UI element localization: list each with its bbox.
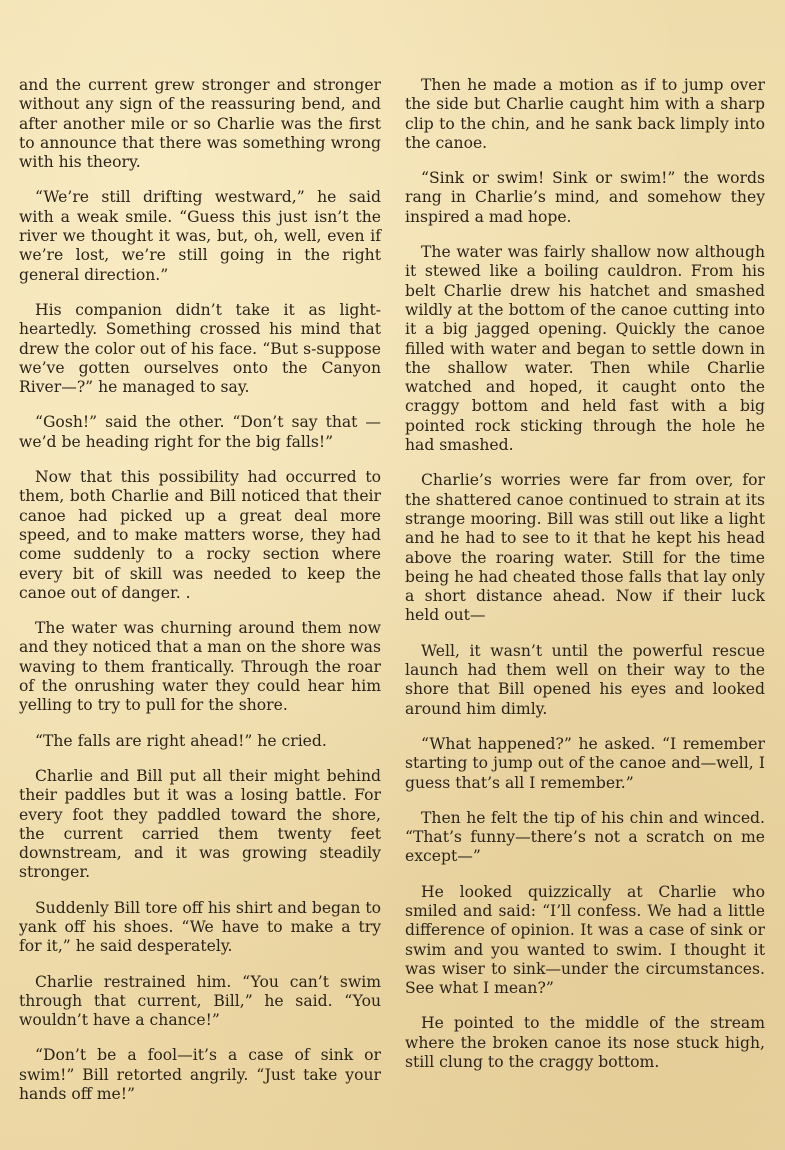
paragraph: “What happened?” he asked. “I remember starting to jump out of the canoe and—well, I guess that’s all I remember.” — [405, 734, 765, 792]
right-column — [405, 76, 765, 1072]
paragraph: “Don’t be a fool—it’s a case of sink or swim!” Bill retorted angrily. “Just take your hands off me!” — [19, 1046, 381, 1104]
paragraph: Charlie and Bill put all their might behind their paddles but it was a losing battle. For every foot they paddled toward the shore, the current carried them twenty feet downstream, and it was growing steadily stronger. — [19, 766, 381, 882]
paragraph: “We’re still drifting westward,” he said with a weak smile. “Guess this just isn’t the river we thought it was, but, oh, well, even if we’re lost, we’re still going in the right general direction.” — [19, 188, 381, 284]
paragraph: “Gosh!” said the other. “Don’t say that —we’d be heading right for the big falls!” — [19, 413, 381, 451]
paragraph: His companion didn’t take it as light-heartedly. Something crossed his mind that drew the color out of his face. “But s-suppose we’ve gotten ourselves onto the Canyon River—?” he managed to say. — [19, 300, 381, 397]
paragraph: “The falls are right ahead!” he cried. — [35, 731, 327, 750]
paragraph: and the current grew stronger and stronger without any sign of the reassuring bend, and after another mile or so Charlie was the first to announce that there was something wrong with his theory. — [19, 76, 381, 172]
paragraph: “Sink or swim! Sink or swim!” the words rang in Charlie’s mind, and somehow they inspired a mad hope. — [405, 169, 765, 226]
paragraph: Suddenly Bill tore off his shirt and began to yank off his shoes. “We have to make a try for it,” he said desperately. — [19, 898, 381, 956]
paragraph: Charlie’s worries were far from over, for the shattered canoe continued to strain at its strange mooring. Bill was still out like a light and he had to see to it that he kept his head above the roaring water. Still for the time being he had cheated those falls that lay only a short distance ahead. Now if their luck held out— — [405, 471, 765, 625]
paragraph: Charlie restrained him. “You can’t swim through that current, Bill,” he said. “You wouldn’t have a chance!” — [19, 972, 381, 1030]
paragraph: Well, it wasn’t until the powerful rescue launch had them well on their way to the shore that Bill opened his eyes and looked around him dimly. — [405, 641, 765, 718]
paragraph: He pointed to the middle of the stream where the broken canoe its nose stuck high, still clung to the craggy bottom. — [405, 1014, 765, 1072]
paragraph: Then he made a motion as if to jump over the side but Charlie caught him with a sharp clip to the chin, and he sank back limply into the canoe. — [405, 76, 765, 152]
left-column — [19, 76, 381, 1104]
paragraph: The water was fairly shallow now although it stewed like a boiling cauldron. From his belt Charlie drew his hatchet and smashed wildly at the bottom of the canoe cutting into it a big jagged opening. Quickly the canoe filled with water and began to settle down in the shallow water. Then while Charlie watched and hoped, it caught onto the craggy bottom and held fast with a big pointed rock sticking through the hole he had smashed. — [405, 243, 765, 455]
paragraph: He looked quizzically at Charlie who smiled and said: “I’ll confess. We had a little difference of opinion. It was a case of sink or swim and you wanted to swim. I thought it was wiser to sink—under the circumstances. See what I mean?” — [405, 882, 765, 998]
paragraph: Now that this possibility had occurred to them, both Charlie and Bill noticed that their canoe had picked up a great deal more speed, and to make matters worse, they had come suddenly to a rocky section where every bit of skill was needed to keep the canoe out of danger. . — [19, 468, 381, 602]
paragraph: The water was churning around them now and they noticed that a man on the shore was waving to them frantically. Through the roar of the onrushing water they could hear him yelling to try to pull for the shore. — [19, 619, 381, 715]
paragraph: Then he felt the tip of his chin and winced. “That’s funny—there’s not a scratch on me except—” — [405, 808, 765, 866]
